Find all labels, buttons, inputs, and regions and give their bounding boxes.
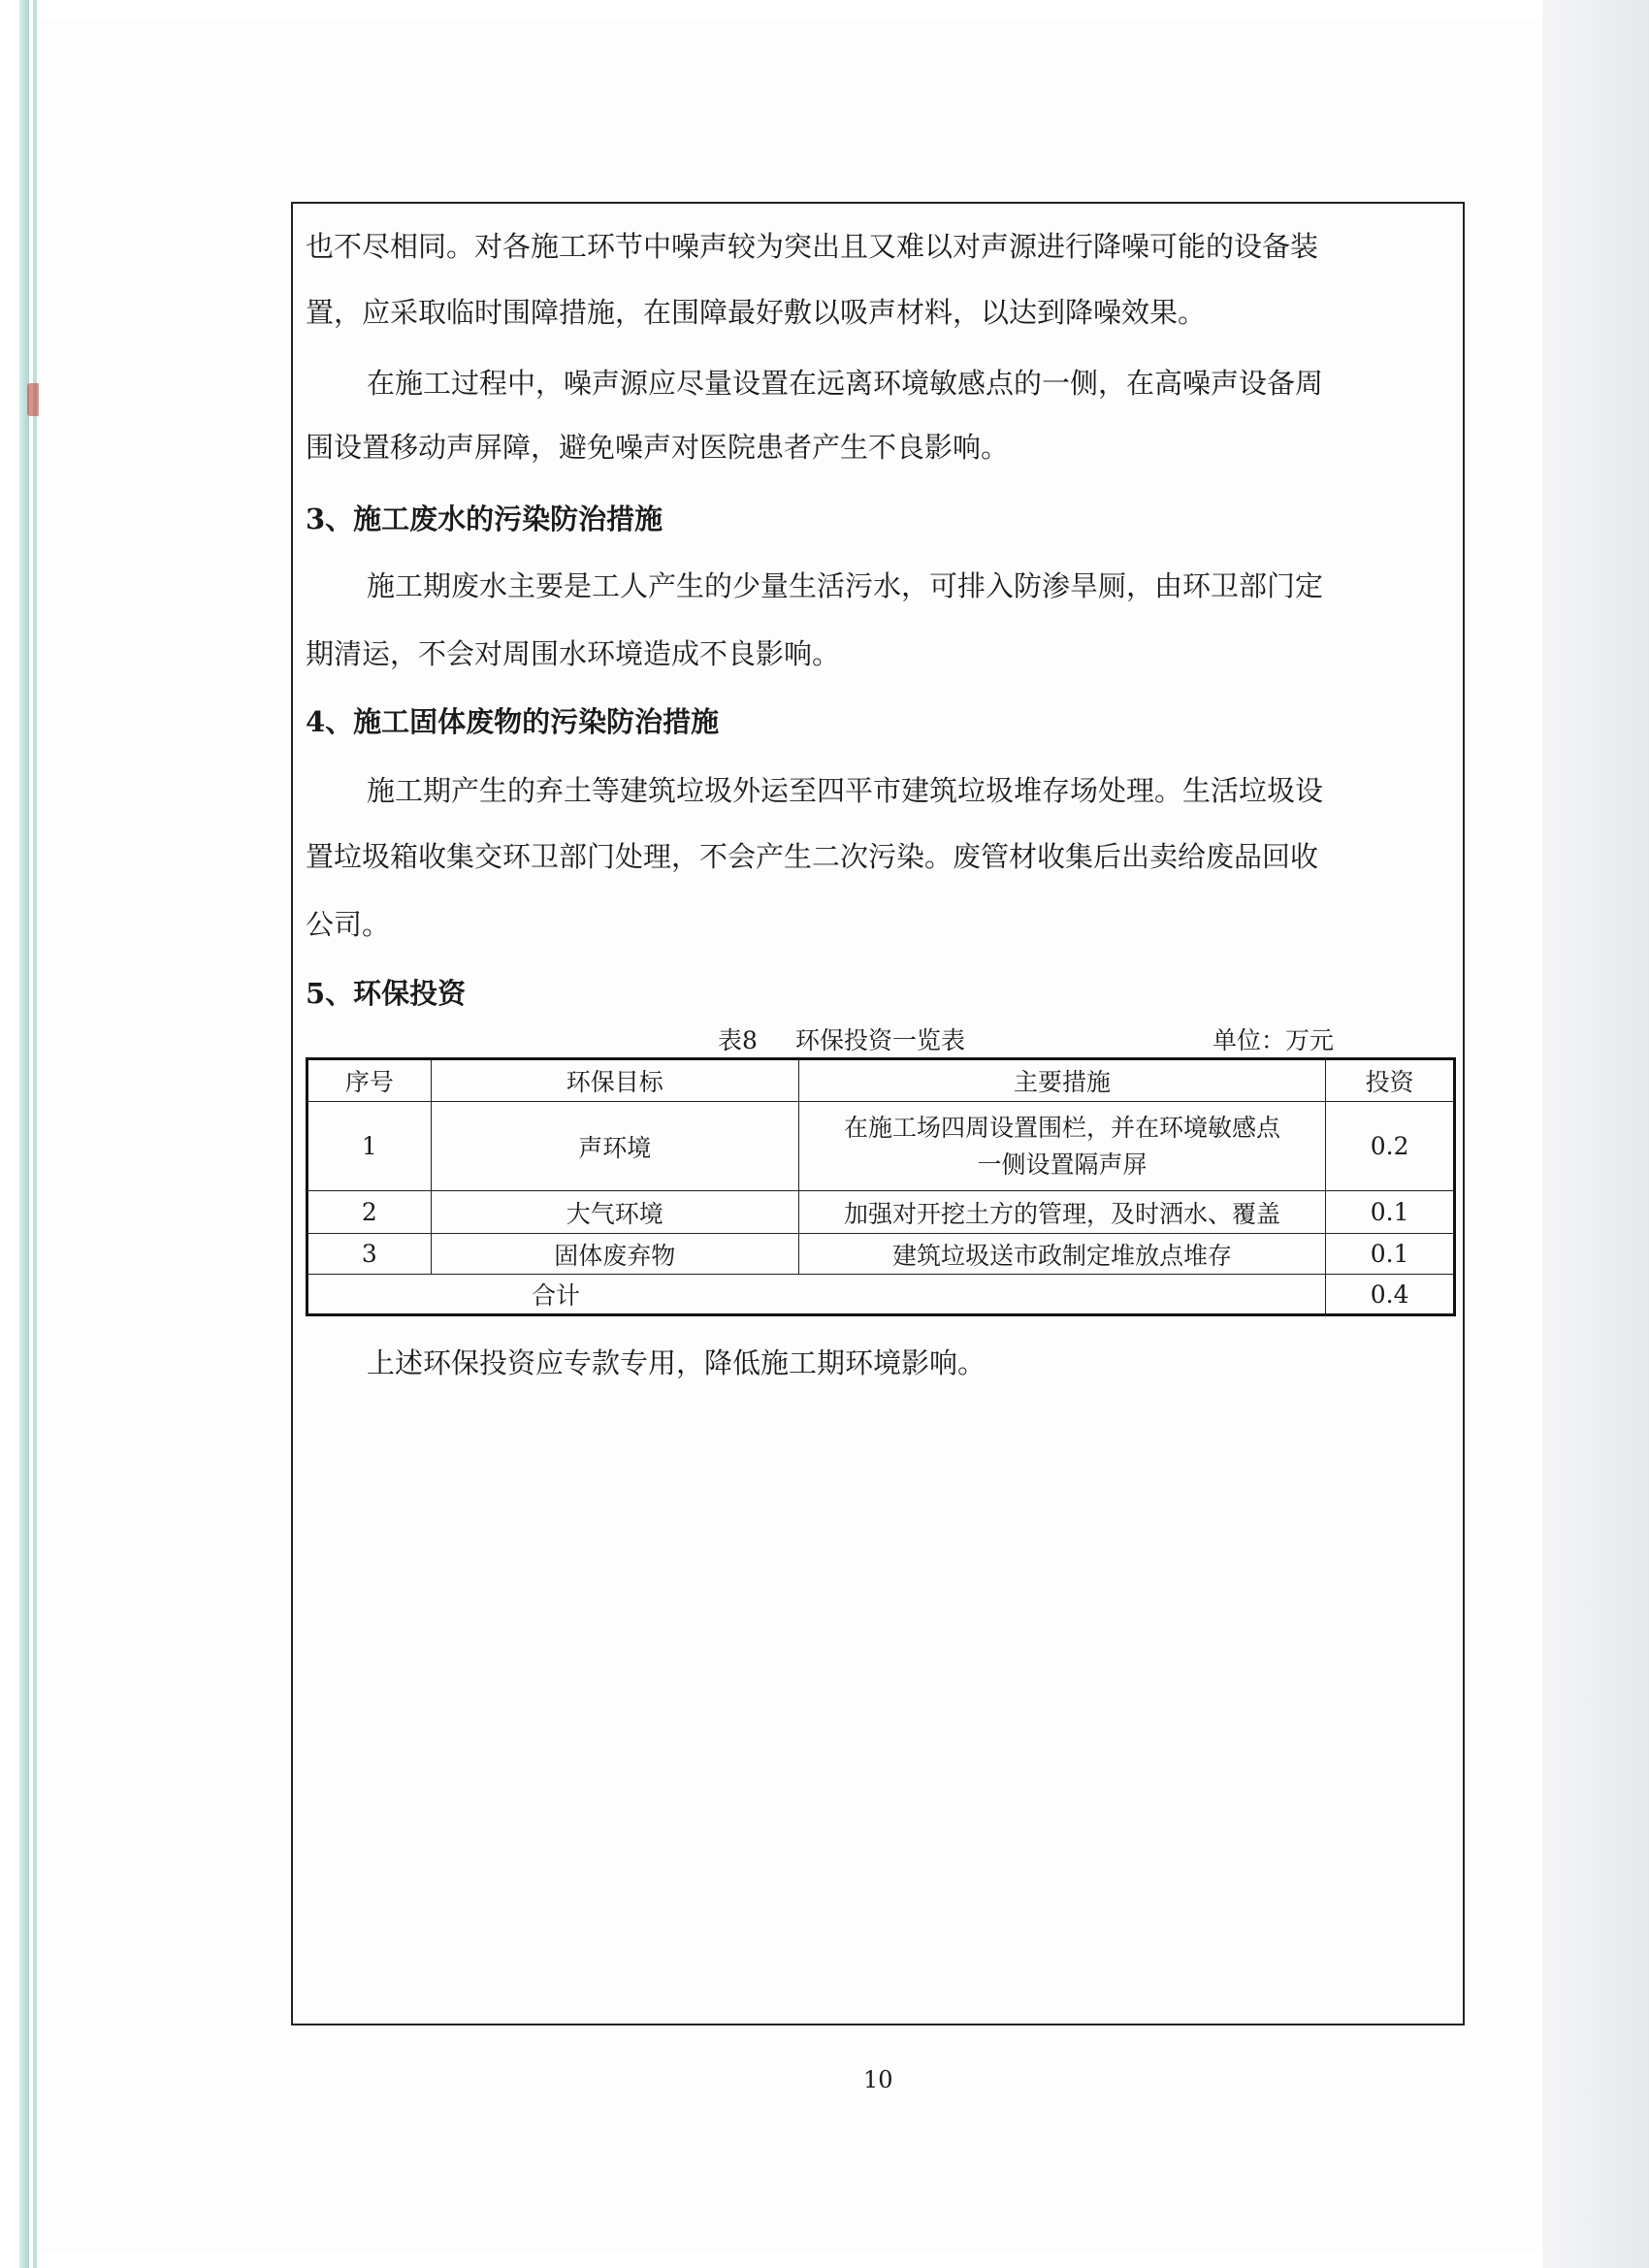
row-invest: 0.2 xyxy=(1326,1102,1455,1191)
total-label: 合计 xyxy=(307,1275,1326,1315)
row-no: 3 xyxy=(307,1234,432,1275)
section-heading: 3、施工废水的污染防治措施 xyxy=(306,502,663,535)
table-unit: 单位：万元 xyxy=(1212,1026,1335,1054)
scan-edge-line xyxy=(33,0,37,2268)
table-row xyxy=(307,1191,1455,1234)
row-target: 声环境 xyxy=(431,1102,798,1191)
measure-line: 一侧设置隔声屏 xyxy=(977,1150,1148,1179)
paragraph-line: 也不尽相同。对各施工环节中噪声较为突出且又难以对声源进行降噪可能的设备装 xyxy=(306,230,1319,263)
table-row xyxy=(307,1234,1455,1275)
paragraph-line: 施工期产生的弃土等建筑垃圾外运至四平市建筑垃圾堆存场处理。生活垃圾设 xyxy=(367,774,1324,807)
scan-edge xyxy=(19,0,29,2268)
row-no: 2 xyxy=(307,1191,432,1234)
row-target: 大气环境 xyxy=(431,1191,798,1234)
row-invest: 0.1 xyxy=(1326,1191,1455,1234)
row-invest: 0.1 xyxy=(1326,1234,1455,1275)
paragraph-line: 置垃圾箱收集交环卫部门处理，不会产生二次污染。废管材收集后出卖给废品回收 xyxy=(306,840,1319,873)
header-no: 序号 xyxy=(307,1059,432,1102)
row-measure: 建筑垃圾送市政制定堆放点堆存 xyxy=(798,1234,1326,1275)
header-target: 环保目标 xyxy=(431,1059,798,1102)
next-page-shadow xyxy=(1542,0,1649,2268)
paragraph-line: 在施工过程中，噪声源应尽量设置在远离环境敏感点的一侧，在高噪声设备周 xyxy=(367,367,1324,400)
row-no: 1 xyxy=(307,1102,432,1191)
page-number: 10 xyxy=(863,2066,893,2093)
header-invest: 投资 xyxy=(1326,1059,1455,1102)
paragraph-line: 置，应采取临时围障措施，在围障最好敷以吸声材料，以达到降噪效果。 xyxy=(306,296,1207,329)
measure-line: 在施工场四周设置围栏，并在环境敏感点 xyxy=(843,1113,1280,1142)
section-heading: 5、环保投资 xyxy=(306,977,467,1010)
row-measure xyxy=(798,1102,1326,1191)
table-caption-number: 表8 xyxy=(718,1026,758,1054)
paragraph-line: 期清运，不会对周围水环境造成不良影响。 xyxy=(306,637,841,670)
paragraph-line: 公司。 xyxy=(306,908,391,941)
row-measure: 加强对开挖土方的管理，及时洒水、覆盖 xyxy=(798,1191,1326,1234)
paragraph-line: 施工期废水主要是工人产生的少量生活污水，可排入防渗旱厕，由环卫部门定 xyxy=(367,569,1324,602)
header-measure: 主要措施 xyxy=(798,1059,1326,1102)
section-heading: 4、施工固体废物的污染防治措施 xyxy=(306,705,720,738)
table-total-row xyxy=(307,1275,1455,1315)
paragraph-line: 上述环保投资应专款专用，降低施工期环境影响。 xyxy=(367,1346,986,1379)
table-header-row xyxy=(307,1059,1455,1102)
row-target: 固体废弃物 xyxy=(431,1234,798,1275)
table-row xyxy=(307,1102,1455,1191)
table-caption-title: 环保投资一览表 xyxy=(795,1026,966,1054)
total-value: 0.4 xyxy=(1326,1275,1455,1315)
paragraph-line: 围设置移动声屏障，避免噪声对医院患者产生不良影响。 xyxy=(306,431,1010,464)
investment-table xyxy=(306,1057,1456,1316)
